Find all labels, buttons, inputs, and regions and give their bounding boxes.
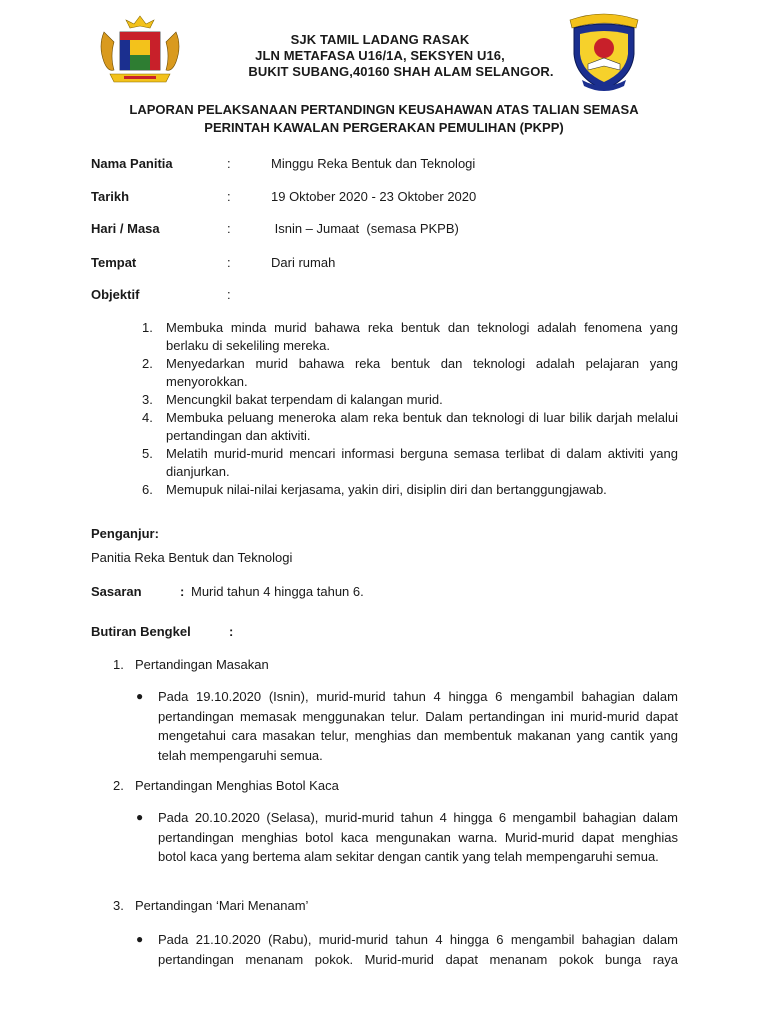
list-item [142, 445, 678, 481]
report-title-line-2: PERINTAH KAWALAN PERGERAKAN PEMULIHAN (PKPP) [204, 120, 564, 135]
school-address-line-2: BUKIT SUBANG,40160 SHAH ALAM SELANGOR. [248, 64, 554, 79]
info-row-hari-masa [91, 221, 691, 239]
info-label: Tempat [91, 255, 137, 270]
list-number: 4. [142, 410, 153, 425]
info-label: Objektif [91, 287, 140, 302]
list-number: 3. [142, 392, 153, 407]
section-title-text: Pertandingan Menghias Botol Kaca [135, 778, 339, 793]
section-title-botol-kaca [113, 778, 339, 794]
section-bullet-botol-kaca [136, 808, 678, 867]
school-name: SJK TAMIL LADANG RASAK [290, 32, 470, 47]
sasaran-label: Sasaran [91, 584, 142, 599]
list-number: 5. [142, 446, 153, 461]
list-item [142, 481, 678, 499]
school-badge-logo [566, 10, 642, 94]
bullet-text: Pada 21.10.2020 (Rabu), murid-murid tahun 4 hingga 6 mengambil bahagian dalam pertandingan menanam pokok. Murid-murid dapat menanam pokok bunga raya [158, 932, 678, 967]
report-title-line-1: LAPORAN PELAKSANAAN PERTANDINGN KEUSAHAWAN ATAS TALIAN SEMASA [129, 102, 639, 117]
info-colon: : [227, 189, 231, 204]
info-colon: : [227, 287, 231, 302]
bullet-icon: ● [136, 810, 144, 824]
section-number: 2. [113, 778, 124, 793]
list-number: 6. [142, 482, 153, 497]
list-item [142, 319, 678, 355]
list-text: Membuka minda murid bahawa reka bentuk dan teknologi adalah fenomena yang berlaku di sekeliling mereka. [166, 320, 678, 353]
section-title-masakan [113, 657, 269, 673]
info-value: 19 Oktober 2020 - 23 Oktober 2020 [271, 189, 477, 204]
school-address-block [200, 32, 560, 80]
section-number: 1. [113, 657, 124, 672]
list-text: Menyedarkan murid bahawa reka bentuk dan teknologi adalah pelajaran yang menyorokkan. [166, 356, 678, 389]
info-value: Isnin – Jumaat (semasa PKPB) [271, 221, 459, 236]
report-title [80, 101, 688, 137]
sasaran-colon: : [180, 584, 185, 599]
bullet-text: Pada 20.10.2020 (Selasa), murid-murid tahun 4 hingga 6 mengambil bahagian dalam pertandingan menghias botol kaca mengunakan warna. Murid-murid dapat menghias botol kaca yang bertema alam sekitar dengan cantik yang telah mempengaruhi semua. [158, 810, 678, 864]
section-title-text: Pertandingan ‘Mari Menanam’ [135, 898, 309, 913]
info-label: Hari / Masa [91, 221, 160, 236]
info-label: Nama Panitia [91, 156, 173, 171]
section-bullet-mari-menanam [136, 930, 678, 969]
info-row-nama-panitia [91, 156, 691, 174]
list-item [142, 391, 678, 409]
bullet-icon: ● [136, 689, 144, 703]
info-value: Dari rumah [271, 255, 336, 270]
list-text: Melatih murid-murid mencari informasi berguna semasa terlibat di dalam aktiviti yang dianjurkan. [166, 446, 678, 479]
info-colon: : [227, 255, 231, 270]
penganjur-heading: Penganjur: [91, 526, 159, 541]
bullet-icon: ● [136, 932, 144, 946]
info-colon: : [227, 221, 231, 236]
info-row-objektif [91, 287, 691, 305]
section-number: 3. [113, 898, 124, 913]
list-text: Mencungkil bakat terpendam di kalangan murid. [166, 392, 443, 407]
list-number: 1. [142, 320, 153, 335]
info-value: Minggu Reka Bentuk dan Teknologi [271, 156, 476, 171]
section-title-mari-menanam [113, 898, 308, 914]
butiran-bengkel-heading: Butiran Bengkel [91, 624, 191, 639]
school-address-line-1: JLN METAFASA U16/1A, SEKSYEN U16, [255, 48, 505, 63]
objectives-list [142, 319, 678, 499]
info-label: Tarikh [91, 189, 130, 204]
info-row-tarikh [91, 189, 691, 207]
list-text: Memupuk nilai-nilai kerjasama, yakin diri, disiplin diri dan bertanggungjawab. [166, 482, 607, 497]
list-text: Membuka peluang meneroka alam reka bentuk dan teknologi di luar bilik darjah melalui pertandingan dan aktiviti. [166, 410, 678, 443]
penganjur-value: Panitia Reka Bentuk dan Teknologi [91, 550, 293, 565]
list-number: 2. [142, 356, 153, 371]
section-bullet-masakan [136, 687, 678, 765]
list-item [142, 355, 678, 391]
bullet-text: Pada 19.10.2020 (Isnin), murid-murid tahun 4 hingga 6 mengambil bahagian dalam pertandingan memasak menggunakan telur. Dalam pertandingan ini murid-murid dapat mengetahui cara masakan telur, menghias dan membentuk makanan yang cantik yang telah mempengaruhi semua. [158, 689, 678, 763]
info-colon: : [227, 156, 231, 171]
list-item [142, 409, 678, 445]
section-title-text: Pertandingan Masakan [135, 657, 269, 672]
info-row-tempat [91, 255, 691, 273]
coat-of-arms-logo [94, 12, 186, 88]
butiran-bengkel-colon: : [229, 624, 234, 639]
sasaran-value: Murid tahun 4 hingga tahun 6. [191, 584, 364, 599]
